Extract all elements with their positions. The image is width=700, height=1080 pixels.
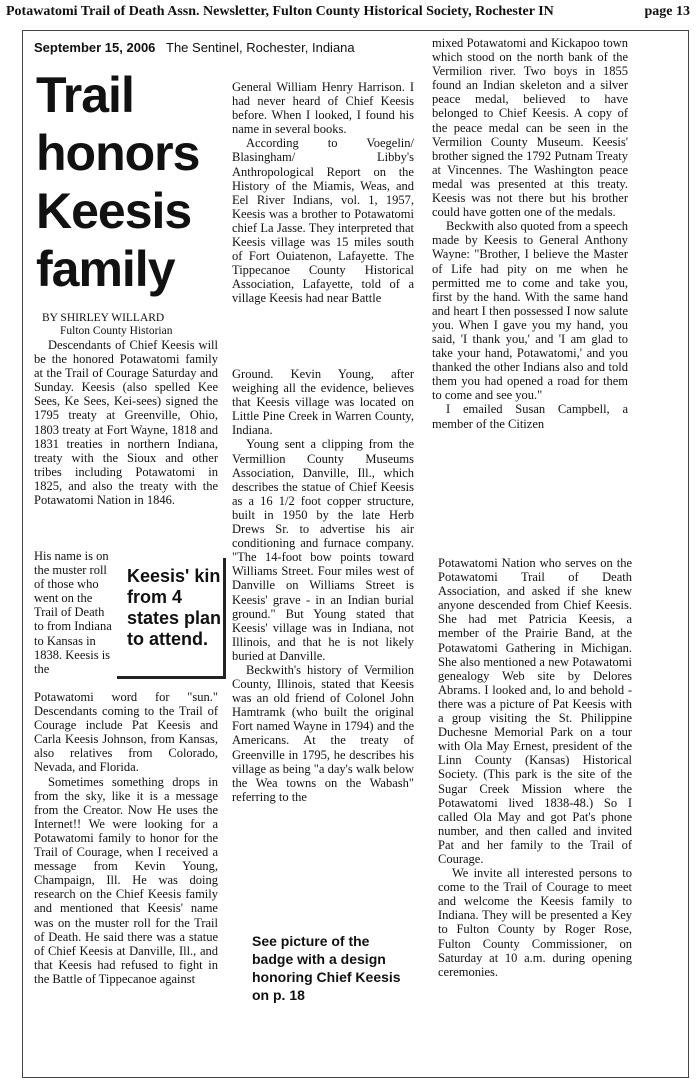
paragraph: General William Henry Harrison. I had never heard of Chief Keesis before. When I looked, I found his name in several books. (232, 80, 414, 137)
article-column-3-bottom (438, 556, 632, 979)
clipping-source: The Sentinel, Rochester, Indiana (166, 40, 355, 55)
paragraph: We invite all interested persons to come to the Trail of Courage to meet and welcome the Keesis family to Indiana. They will be presented a Key to Fulton County by Roger Rose, Fulton County Commissioner, on Saturday at 10 a.m. during opening ceremonies. (438, 866, 632, 979)
paragraph: Descendants of Chief Keesis will be the honored Potawatomi family at the Trail of Courage Saturday and Sunday. Keesis (also spelled Kee Sees, Ke Sees, Kei-sees) signed the 1795 treaty at Greenville, Ohio, 1803 treaty at Fort Wayne, 1818 and 1831 treaties in northern Indiana, treaty with the Sioux and other tribes including Potawatomi in 1825, and also the treaty with the Potawatomi Nation in 1846. (34, 338, 218, 508)
photo-reference-note: See picture of the badge with a design honoring Chief Keesis on p. 18 (252, 933, 401, 1003)
paragraph: I emailed Susan Campbell, a member of the Citizen (432, 402, 628, 431)
paragraph: His name is on the muster roll of those who went on the Trail of Death to from Indiana to Kansas in 1838. Keesis is the (34, 549, 112, 676)
byline (42, 312, 172, 338)
paragraph: Potawatomi word for "sun." Descendants coming to the Trail of Courage include Pat Keesis and Carla Keesis Johnson, from Kansas, also relatives from Colorado, Nevada, and Florida. (34, 690, 218, 775)
paragraph: Sometimes something drops in from the sky, like it is a message from the Creator. Now He uses the Internet!! We were looking for a Potawatomi family to honor for the Trail of Courage, when I received a message from Kevin Young, Champaign, Ill. He was doing research on the Chief Keesis family and mentioned that Keesis' name was on the muster roll for the Trail of Death. He said there was a statue of Chief Keesis at Danville, Ill., and that Keesis had refused to fight in the Battle of Tippecanoe against (34, 774, 218, 986)
byline-title: Fulton County Historian (60, 325, 173, 337)
article-column-1-wrap (34, 549, 114, 676)
article-column-3-top (432, 36, 628, 431)
paragraph: Ground. Kevin Young, after weighing all the evidence, believes that Keesis village was located on Little Pine Creek in Warren County, Indiana. (232, 367, 414, 438)
paragraph: Potawatomi Nation who serves on the Potawatomi Trail of Death Association, and asked if she knew anyone descended from Chief Keesis. She had met Patricia Keesis, a member of the Prairie Band, at the Potawatomi Gathering in Michigan. She also mentioned a new Potawatomi genealogy Web site by Delores Abrams. I looked and, lo and behold - there was a picture of Pat Keesis with a group visiting the St. Philippine Duchesne Memorial Park on a tour with Ola May Ernest, president of the Linn County (Kansas) Historical Society. (This park is the site of the Sugar Creek Mission where the Potawatomi lived 1838-48.) So I called Ola May and got Pat's phone number, and then called and invited Pat and her family to the Trail of Courage. (438, 556, 632, 866)
clipping-date: September 15, 2006 (34, 40, 156, 55)
byline-author: BY SHIRLEY WILLARD (42, 312, 165, 324)
paragraph: According to Voegelin/ Blasingham/ Libby's Anthropological Report on the History of the Miamis, Weas, and Eel River Indians, vol. 1, 1957, Keesis was a brother to Potawatomi chief La Jasse. They interpreted that Keesis village was 15 miles south of Fort Ouiatenon, Lafayette. The Tippecanoe County Historical Association, Lafayette, told of a village Keesis had near Battle (232, 136, 414, 306)
paragraph: mixed Potawatomi and Kickapoo town which stood on the north bank of the Vermilion river. Two boys in 1855 found an Indian skeleton and a silver peace medal, believed to have belonged to Chief Keesis. A copy of the peace medal can be seen in the Vermilion County Museum. Keesis' brother signed the 1792 Putnam Treaty at Vincennes. The Washington peace medal was presented at this treaty. Keesis was not there but his brother could have gotten one of the medals. (432, 36, 628, 220)
paragraph: Beckwith also quoted from a speech made by Keesis to General Anthony Wayne: "Brother, I believe the Master of Life had pity on me when he permitted me to come and take you, first by the hand. With the same hand and heart I then possessed I now salute you. When I gave you my hand, you said, 'I thank you,' and 'I am glad to take your hand, Potawatomi,' and you thanked the other Indians also and told them you had opened a road for them to come and see you." (432, 219, 628, 403)
headline: Trail honors Keesis family (36, 67, 200, 297)
newsletter-header (6, 4, 696, 20)
pull-quote: Keesis' kin from 4 states plan to attend. (117, 558, 226, 679)
header-title: Potawatomi Trail of Death Assn. Newsletter, Fulton County Historical Society, Rochester IN (6, 4, 554, 19)
paragraph: Young sent a clipping from the Vermillion County Museums Association, Danville, Ill., which describes the statue of Chief Keesis as a 16 1/2 foot copper structure, built in 1950 by the late Herb Drews Sr. to advertise his air conditioning and furnace company. "The 14-foot bow points toward Williams Street. Four miles west of Danville on Williams Street is Keesis' grave - in an Indian burial ground." But Young stated that Keesis' village was in Indiana, not Illinois, and that he is not likely buried at Danville. (232, 437, 414, 663)
article-column-2-bottom (232, 367, 414, 804)
article-column-2-top (232, 80, 414, 306)
article-column-1-cont (34, 690, 218, 986)
page-number: page 13 (644, 4, 690, 19)
article-column-1 (34, 338, 218, 507)
paragraph: Beckwith's history of Vermilion County, Illinois, stated that Keesis was an old friend of Colonel John Hamtramk (who built the original Fort named Wayne in 1794) and the Americans. At the treaty of Greenville in 1795, he describes his village as being "a day's walk below the Wea towns on the Wabash" referring to the (232, 662, 414, 804)
dateline (34, 40, 355, 55)
